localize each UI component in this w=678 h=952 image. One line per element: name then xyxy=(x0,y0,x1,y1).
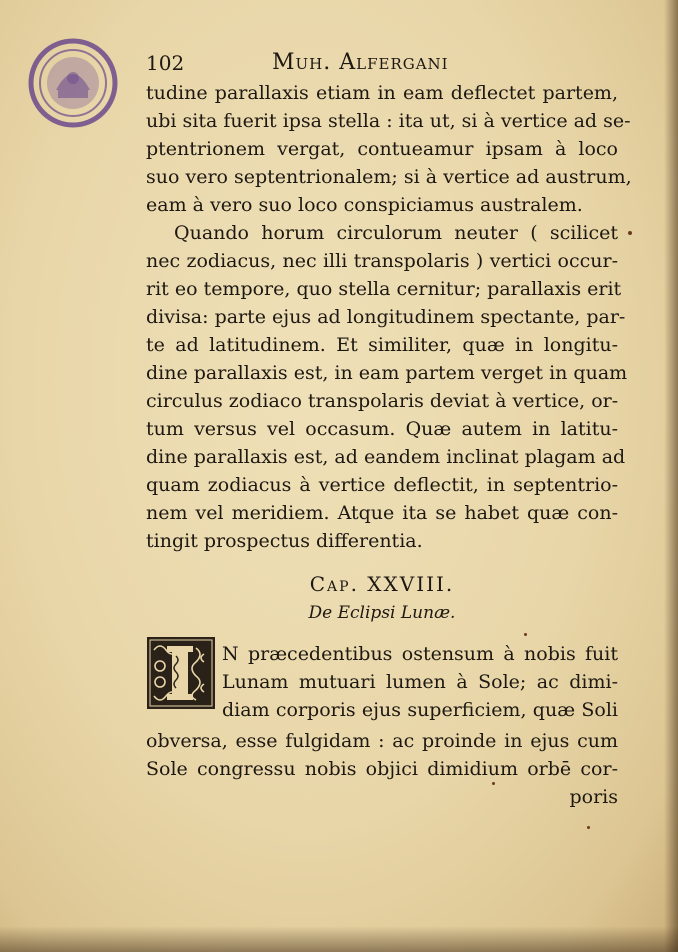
text-line: Sole congressu nobis objici dimidium orbē cor- xyxy=(146,758,618,780)
text-line: tudine parallaxis etiam in eam deflectet partem, xyxy=(146,82,618,104)
text-line: Lunam mutuari lumen à Sole; ac dimi- xyxy=(222,671,618,693)
page-edge-shadow xyxy=(664,0,678,952)
ink-speck xyxy=(492,782,495,785)
text-line: diam corporis ejus superficiem, quæ Soli xyxy=(222,699,618,721)
catchword: poris xyxy=(569,786,618,808)
ink-speck xyxy=(587,826,590,829)
page-bottom-shadow xyxy=(0,926,678,952)
ink-speck xyxy=(524,633,527,636)
running-head: Muh. Alfergani xyxy=(272,50,449,75)
paragraph-eclipse-start xyxy=(222,640,618,724)
text-line: suo vero septentrionalem; si à vertice ad austrum, xyxy=(146,166,632,188)
text-line: Quando horum circulorum neuter ( scilicet xyxy=(174,222,618,244)
text-line: ptentrionem vergat, contueamur ipsam à loco xyxy=(146,138,618,160)
text-line: tum versus vel occasum. Quæ autem in latitu- xyxy=(146,418,618,440)
text-line: N præcedentibus ostensum à nobis fuit xyxy=(222,643,618,665)
text-line: quam zodiacus à vertice deflectit, in septentrio- xyxy=(146,474,618,496)
chapter-subtitle: De Eclipsi Lunæ. xyxy=(308,603,456,623)
paragraph-parallax xyxy=(146,219,628,555)
text-line: rit eo tempore, quo stella cernitur; parallaxis erit xyxy=(146,278,622,300)
page-number: 102 xyxy=(146,51,185,75)
ornamental-initial-icon xyxy=(146,636,216,710)
library-stamp-icon xyxy=(28,38,118,128)
svg-text:I: I xyxy=(180,684,182,689)
text-line: circulus zodiaco transpolaris deviat à vertice, or- xyxy=(146,390,619,412)
text-line: nem vel meridiem. Atque ita se habet quæ con- xyxy=(146,502,618,524)
text-line: eam à vero suo loco conspiciamus australem. xyxy=(146,194,583,216)
text-line: divisa: parte ejus ad longitudinem spectante, par- xyxy=(146,306,626,328)
text-line: dine parallaxis est, in eam partem verget in quam xyxy=(146,362,628,384)
paragraph-eclipse-continued xyxy=(146,727,618,811)
page-header xyxy=(146,49,616,77)
text-line: obversa, esse fulgidam : ac proinde in ejus cum xyxy=(146,730,618,752)
text-line: te ad latitudinem. Et similiter, quæ in longitu- xyxy=(146,334,618,356)
ink-speck xyxy=(628,231,632,235)
text-line: tingit prospectus differentia. xyxy=(146,530,423,552)
text-line: nec zodiacus, nec illi transpolaris ) vertici occur- xyxy=(146,250,618,272)
text-line: dine parallaxis est, ad eandem inclinat plagam ad xyxy=(146,446,626,468)
paragraph-continued xyxy=(146,79,632,219)
chapter-heading: Cap. XXVIII. xyxy=(309,572,455,596)
text-line: ubi sita fuerit ipsa stella : ita ut, si à vertice ad se- xyxy=(146,110,631,132)
